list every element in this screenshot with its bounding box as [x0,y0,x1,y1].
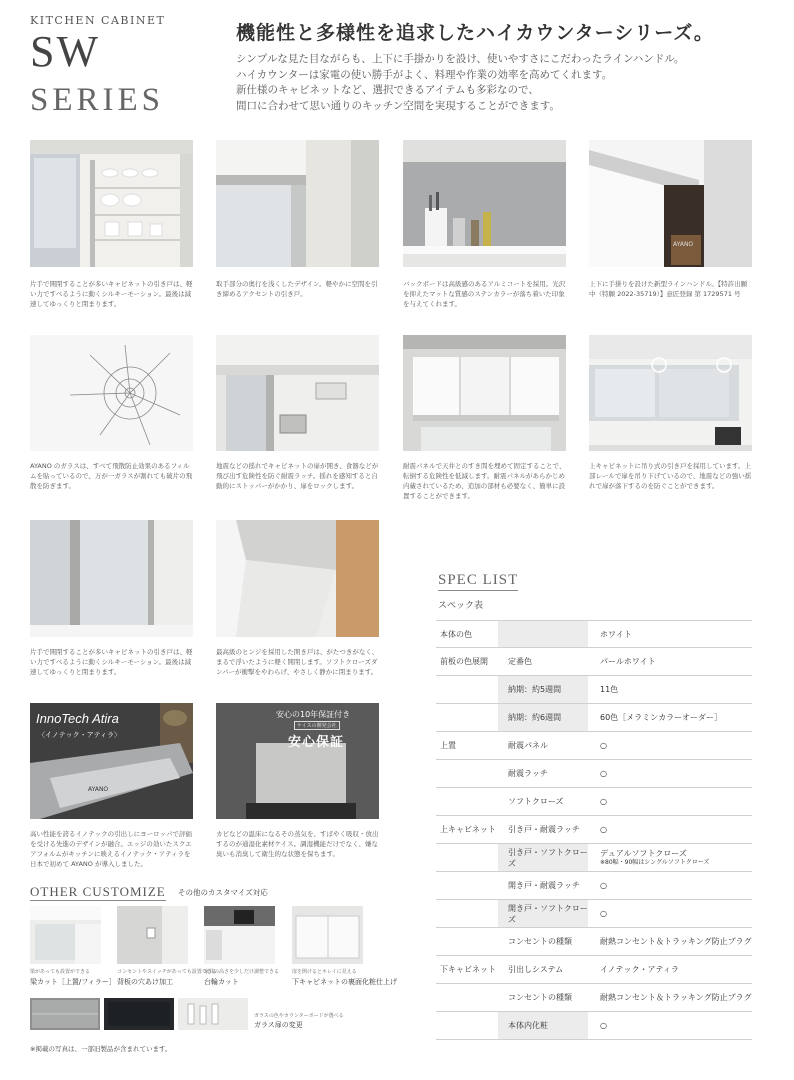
photo-backboard-hole [117,906,188,964]
spec-item: 納期：約6週間 [498,704,588,731]
spec-value: 耐熱コンセント＆トラッキング防止プラグ [600,937,752,946]
spec-title: SPEC LIST [438,572,518,591]
photo-quake-panel [403,335,566,451]
spec-item: コンセントの種類 [508,937,572,946]
spec-row [436,788,752,816]
spec-value: 60色［メラミンカラーオーダー］ [600,713,723,722]
caption: 上キャビネットに吊り式の引き戸を採用しています。上部レールで扉を吊り下げているので、地震などの強い揺れで扉が落下するのを防ぐことができます。 [589,462,752,490]
intro-line: 間口に合わせて思い通りのキッチン空間を実現することができます。 [236,99,560,112]
customize-note: 梁があっても設置ができる [30,969,90,975]
spec-value: ○ [600,1021,607,1030]
headline: 機能性と多様性を追求したハイカウンターシリーズ。 [236,22,714,44]
series-subtitle: SERIES [30,82,165,118]
caption: 片手で開閉することが多いキャビネットの引き戸は、軽い力ですべるように動くシルキーモーション。最後は減速してゆっくりと閉まります。 [30,280,193,308]
customize-note: ガラスの色やカウンターボードが選べる [254,1013,344,1019]
photo-beam-cut [30,906,101,964]
photo-handle-detail [216,140,379,267]
caption: 耐震パネルで天井とのすき間を埋めて固定することで、転倒する危険性を低減します。耐震パネルがあらかじめ内蔵されているため、追加の部材も必要なく、簡単に設置することができます。 [403,462,566,500]
spec-value: ○ [600,909,607,918]
glass-sample-shelf [178,998,248,1030]
spec-table [436,620,752,1040]
customize-label: 梁カット［上置/フィラー］ [30,978,116,986]
spec-row [436,676,752,704]
spec-value: ○ [600,797,607,806]
photo-hinge-door [216,520,379,637]
spec-row [436,900,752,928]
caption: 上下に手掛りを設けた新型ラインハンドル。【特許出願中（特願 2022-35719）】意匠登録 第 1729571 号 [589,280,748,298]
spec-row [436,620,752,648]
photo-plinth-cut [204,906,275,964]
caption: 片手で開閉することが多いキャビネットの引き戸は、軽い力ですべるように動くシルキーモーション。最後は減速してゆっくりと閉まります。 [30,648,193,676]
innotech-subtitle: 〈イノテック・アティラ〉 [38,731,122,739]
spec-value: ○ [600,825,607,834]
spec-group: 本体の色 [440,629,472,639]
caption: 最高級のヒンジを採用した開き戸は、がたつきがなく、まるで浮いたように軽く開閉します。ソフトクローズダンパーが衝撃をやわらげ、やさしく静かに閉まります。 [216,648,379,676]
caption: バックボードは高級感のあるアルミコートを採用。光沢を抑えたマットな質感のステンカラーが落ち着いた印象を与えてくれます。 [403,280,566,308]
spec-item [498,621,588,647]
brand-kicker: KITCHEN CABINET [30,14,166,27]
spec-group: 下キャビネット [440,965,496,974]
caption: 地震などの揺れでキャビネットの扉が開き、食器などが飛び出す危険性を防ぐ耐震ラッチ。揺れを感知すると自動的にストッパーがかかり、扉をロックします。 [216,462,379,490]
spec-row [436,648,752,676]
spec-value [588,844,752,871]
customize-note: 扉を開けるとキレイに見える [292,969,357,975]
spec-value: 11色 [600,685,619,694]
spec-item: 引き戸・耐震ラッチ [508,825,580,834]
photo-line-handle [589,140,752,267]
spec-value: ○ [600,769,607,778]
intro-line: ハイカウンターは家電の使い勝手がよく、料理や作業の効率を高めてくれます。 [236,68,613,81]
spec-subtitle: スペック表 [438,601,484,611]
intro-line: シンプルな見た目ながらも、上下に手掛かりを設け、使いやすさにこだわったラインハンドル。 [236,53,685,65]
spec-item: 開き戸・耐震ラッチ [508,881,580,890]
drawer-logo: AYANO [88,786,109,793]
spec-row [436,844,752,872]
spec-item: 本体内化粧 [498,1012,588,1039]
spec-row [436,872,752,900]
photo-back-finish [292,906,363,964]
photo-keis-warranty [216,703,379,819]
caption: 高い性能を誇るイノテックの引出しにヨーロッパで評価を受ける先進のデザインが融合。エッジの効いたスクエアフォルムがキッチンに映えるイノテック・アティラを日本で初めて AYANO が導入しました。 [30,830,192,868]
spec-value: ホワイト [600,629,632,639]
customize-subtitle: その他のカスタマイズ対応 [178,888,268,897]
warranty-badge: 安心保証 [288,735,345,750]
spec-item: 引き戸・ソフトクローズ [498,844,588,871]
spec-value: パールホワイト [600,657,656,666]
spec-value: 耐熱コンセント＆トラッキング防止プラグ [600,993,752,1002]
spec-group: 上置 [440,741,456,750]
spec-row [436,1012,752,1040]
keis-maker-label: ケイスの開発会社 [294,721,340,730]
spec-row [436,760,752,788]
spec-row [436,816,752,844]
glass-sample-dark [104,998,174,1030]
customize-label: 下キャビネットの裏面化粧仕上げ [292,978,397,986]
spec-note: ※80幅・90幅はシングルソフトクローズ [600,858,710,866]
spec-value: ○ [600,881,607,890]
svg-text:AYANO: AYANO [673,241,694,248]
caption: AYANO のガラスは、すべて飛散防止効果のあるフィルムを貼っているので、万が一ガラスが割れても破片の飛散を防ぎます。 [30,462,193,490]
caption: 取手部分の奥行を浅くしたデザイン。軽やかに空間を引き締めるアクセントの引き戸。 [216,280,378,298]
photo-sliding-glass-cabinet [30,140,193,267]
spec-row [436,928,752,956]
caption: カビなどの温床になるその蒸気を、すばやく吸収・放出するのが通湿化素材ケイス。調湿機能だけでなく、嫌な臭いも消臭して衛生的な状態を保ちます。 [216,830,379,858]
spec-row [436,956,752,984]
photo-innotech-drawer [30,703,193,819]
spec-value-main: デュアルソフトクローズ [600,848,687,858]
spec-item: 耐震ラッチ [508,769,548,778]
photo-sliding-door-open [30,520,193,637]
photo-hanging-door [589,335,752,451]
spec-row [436,984,752,1012]
photo-quake-latch [216,335,379,451]
customize-title: OTHER CUSTOMIZE [30,884,166,899]
spec-row [436,732,752,760]
spec-value: イノテック・アティラ [600,965,679,974]
series-title: SW [30,27,100,76]
spec-group: 上キャビネット [440,825,496,834]
customize-label: ガラス扉の変更 [254,1021,303,1029]
spec-item: コンセントの種類 [508,993,572,1002]
spec-group: 前板の色展開 [440,657,488,666]
spec-item: 定番色 [508,657,532,666]
customize-note: コンセントやスイッチがあっても設置できる [117,969,217,975]
footnote: ※掲載の写真は、一部旧製品が含まれています。 [30,1045,172,1053]
spec-item: 耐震パネル [508,741,548,750]
intro-line: 新仕様のキャビネットなど、選択できるアイテムも多彩なので、 [236,84,539,96]
photo-backboard [403,140,566,267]
customize-label: 背板の穴あけ加工 [117,978,173,986]
spec-item: 納期：約5週間 [498,676,588,703]
glass-sample-frosted [30,998,100,1030]
customize-label: 台輪カット [204,978,239,986]
warranty-label: 安心の10年保証付き [276,710,351,719]
spec-item: 開き戸・ソフトクローズ [498,900,588,927]
spec-value: ○ [600,741,607,750]
photo-shatter-glass [30,335,193,451]
customize-note: 家具の高さを少しだけ調整できる [204,969,280,975]
innotech-title: InnoTech Atira [36,711,119,726]
intro-text [236,52,776,114]
spec-item: ソフトクローズ [508,797,564,806]
spec-row [436,704,752,732]
spec-item: 引出しシステム [508,965,564,974]
